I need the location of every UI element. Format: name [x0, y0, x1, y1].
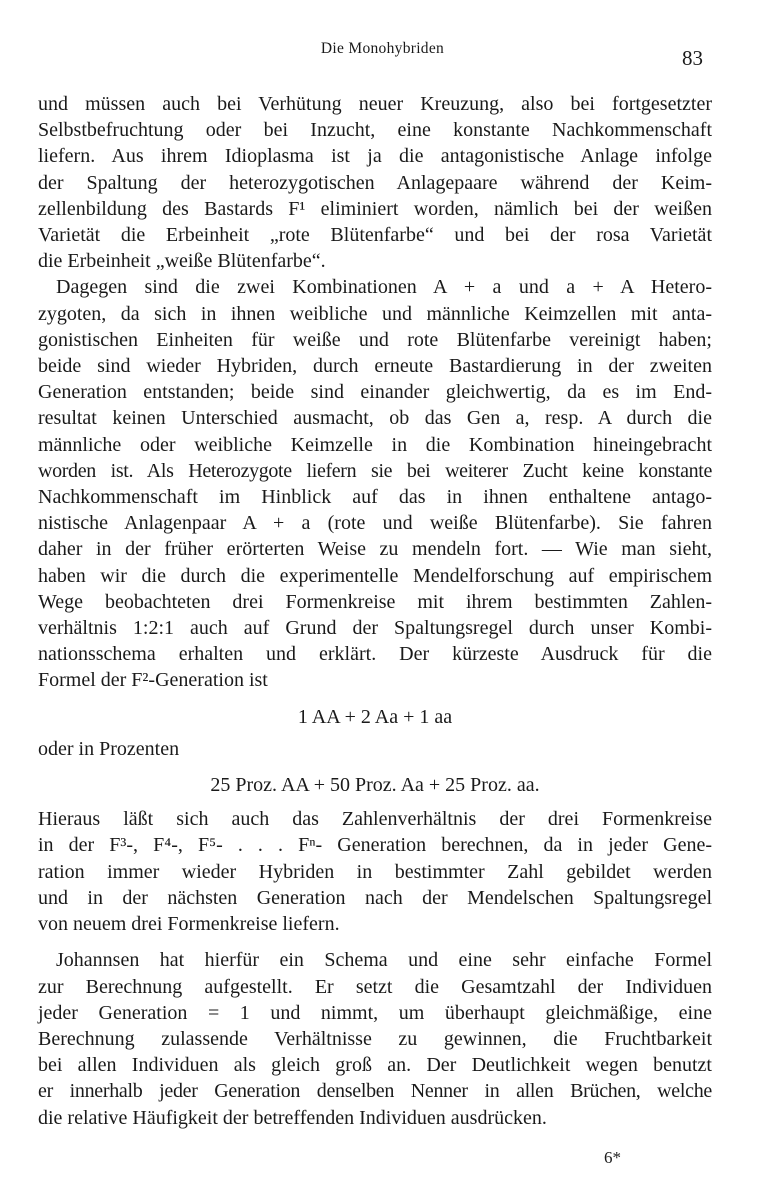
- text-line: daher in der früher erörterten Weise zu mendeln fort. — Wie man sieht,: [38, 538, 712, 561]
- text-line: Selbstbefruchtung oder bei Inzucht, eine konstante Nachkommenschaft: [38, 119, 712, 142]
- formula-percent: 25 Proz. AA + 50 Proz. Aa + 25 Proz. aa.: [210, 774, 540, 797]
- text-line: der Spaltung der heterozygotischen Anlagepaare während der Keim-: [38, 171, 712, 194]
- text-line: ration immer wieder Hybriden in bestimmter Zahl gebildet werden: [38, 860, 712, 883]
- text-line: Wege beobachteten drei Formenkreise mit ihrem bestimmten Zahlen-: [38, 590, 712, 613]
- text-line: Nachkommenschaft im Hinblick auf das in ihnen enthaltene antago-: [38, 486, 712, 509]
- paragraph-2: [38, 274, 712, 693]
- text-line: gonistischen Einheiten für weiße und rote Blütenfarbe vereinigt haben;: [38, 328, 712, 351]
- paragraph-gap: [38, 937, 712, 947]
- text-line: zellenbildung des Bastards F¹ eliminiert worden, nämlich bei der weißen: [38, 197, 712, 220]
- text-line: Johannsen hat hierfür ein Schema und eine sehr einfache Formel: [56, 949, 712, 972]
- text-line: und in der nächsten Generation nach der Mendelschen Spaltungsregel: [38, 886, 712, 909]
- text-line: männliche oder weibliche Keimzelle in die Kombination hineingebracht: [38, 433, 712, 456]
- page-number: 83: [682, 46, 703, 70]
- formula-ratio: 1 AA + 2 Aa + 1 aa: [297, 705, 453, 728]
- text-line: Hieraus läßt sich auch das Zahlenverhältnis der drei Formenkreise: [38, 808, 712, 831]
- text-line: nistische Anlagenpaar A + a (rote und weiße Blütenfarbe). Sie fahren: [38, 512, 712, 535]
- connector-text: oder in Prozenten: [38, 737, 180, 760]
- text-line: die Erbeinheit „weiße Blütenfarbe“.: [38, 250, 326, 273]
- text-line: Formel der F²-Generation ist: [38, 669, 268, 692]
- text-line: liefern. Aus ihrem Idioplasma ist ja die antagonistische Anlage infolge: [38, 145, 712, 168]
- running-head: Die Monohybriden: [320, 40, 445, 57]
- text-line: von neuem drei Formenkreise liefern.: [38, 913, 340, 936]
- text-line: beide sind wieder Hybriden, durch erneute Bastardierung in der zweiten: [38, 355, 712, 378]
- signature-mark: 6*: [604, 1148, 621, 1167]
- text-line: zygoten, da sich in ihnen weibliche und männliche Keimzellen mit anta-: [38, 302, 712, 325]
- text-line: nationsschema erhalten und erklärt. Der kürzeste Ausdruck für die: [38, 643, 712, 666]
- text-line: in der F³-, F⁴-, F⁵- . . . Fⁿ- Generation berechnen, da in jeder Gene-: [38, 834, 712, 857]
- text-line: Dagegen sind die zwei Kombinationen A + a und a + A Hetero-: [56, 276, 712, 299]
- text-line: Varietät die Erbeinheit „rote Blütenfarbe“ und bei der rosa Varietät: [38, 224, 712, 247]
- text-line: Berechnung zulassende Verhältnisse zu gewinnen, die Fruchtbarkeit: [38, 1027, 712, 1050]
- text-line: resultat keinen Unterschied ausmacht, ob das Gen a, resp. A durch die: [38, 407, 712, 430]
- body-text: [38, 91, 712, 1131]
- text-line: bei allen Individuen als gleich groß an. Der Deutlichkeit wegen benutzt: [38, 1054, 712, 1077]
- paragraph-3: [38, 806, 712, 937]
- text-line: zur Berechnung aufgestellt. Er setzt die Gesamtzahl der Individuen: [38, 975, 712, 998]
- paragraph-1: [38, 91, 712, 274]
- text-line: die relative Häufigkeit der betreffenden Individuen ausdrücken.: [38, 1106, 547, 1129]
- text-line: verhältnis 1:2:1 auch auf Grund der Spaltungsregel durch unser Kombi-: [38, 617, 712, 640]
- text-line: und müssen auch bei Verhütung neuer Kreuzung, also bei fortgesetzter: [38, 93, 712, 115]
- text-line: er innerhalb jeder Generation denselben Nenner in allen Brüchen, welche: [38, 1080, 712, 1103]
- text-line: Generation entstanden; beide sind einander gleichwertig, da es im End-: [38, 381, 712, 404]
- text-line: worden ist. Als Heterozygote liefern sie bei weiterer Zucht keine konstante: [38, 459, 712, 482]
- paragraph-4: [38, 947, 712, 1130]
- text-line: haben wir die durch die experimentelle Mendelforschung auf empirischem: [38, 564, 712, 587]
- text-line: jeder Generation = 1 und nimmt, um überhaupt gleichmäßige, eine: [38, 1001, 712, 1024]
